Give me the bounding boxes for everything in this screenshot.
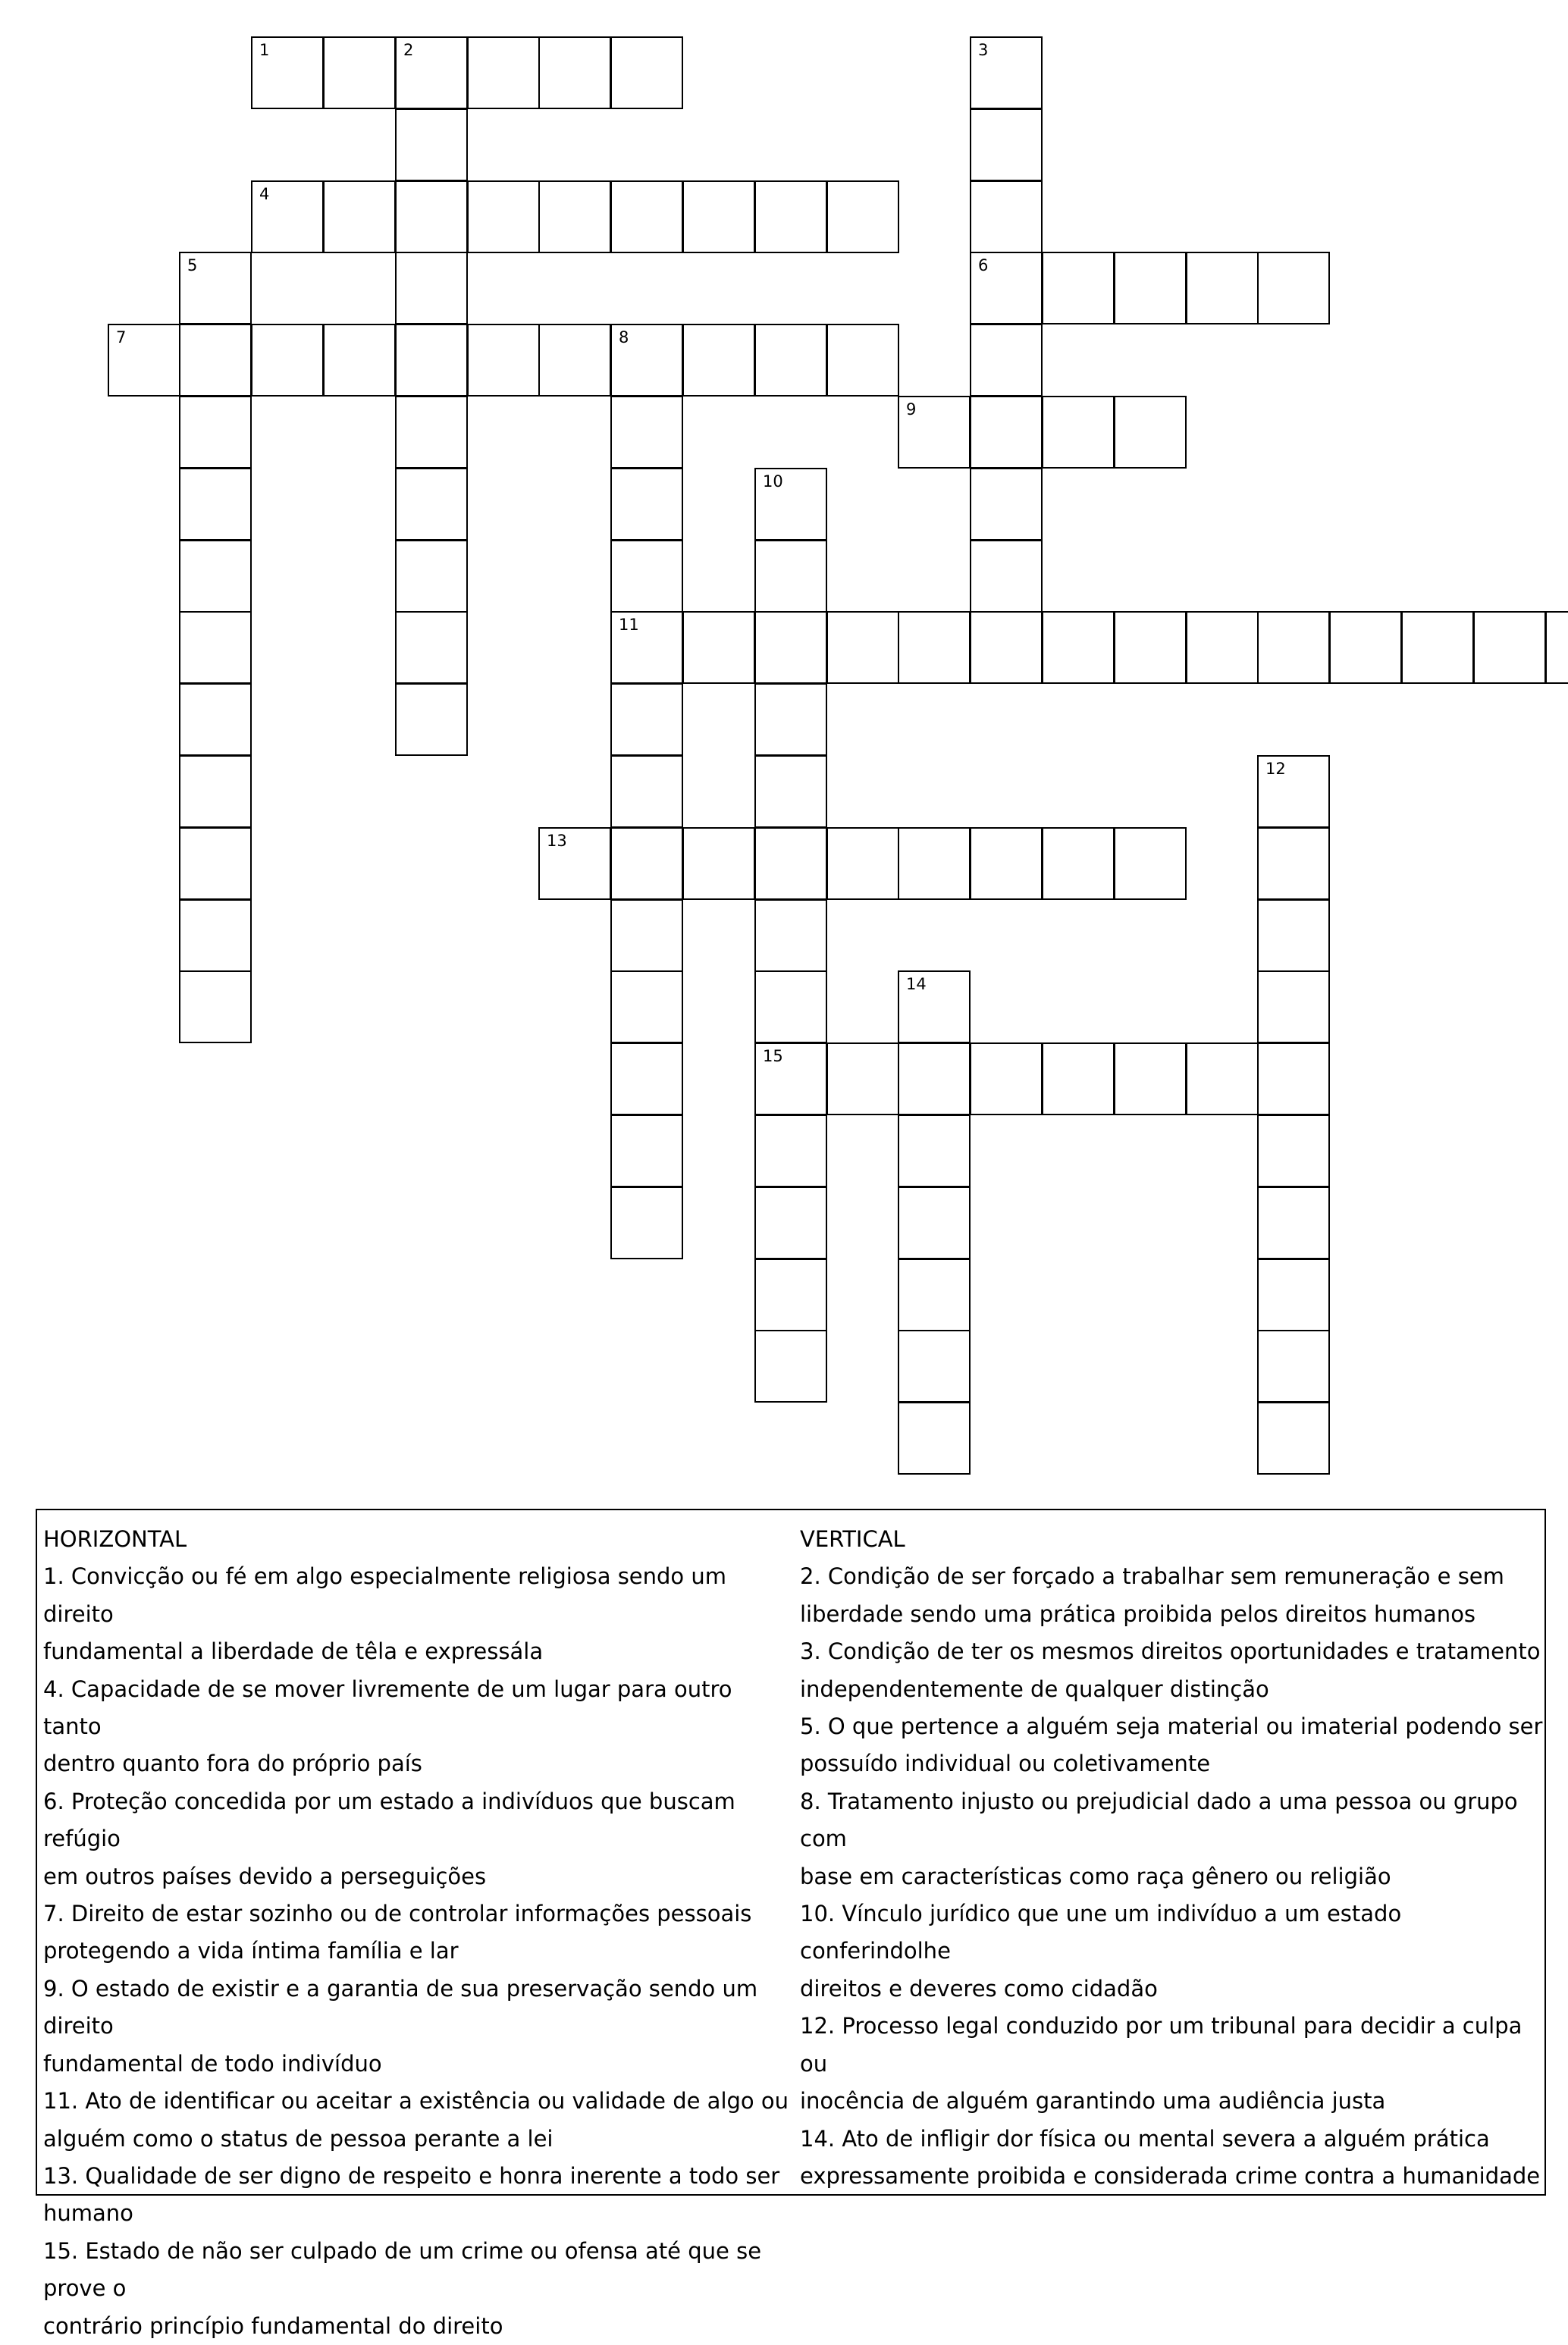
grid-cell[interactable] [610,827,683,900]
grid-cell[interactable] [898,1187,971,1259]
grid-cell[interactable] [1257,1115,1330,1187]
grid-cell[interactable] [395,468,468,541]
grid-cell[interactable] [610,970,683,1043]
grid-cell[interactable] [610,180,683,253]
grid-cell[interactable] [538,324,611,397]
grid-cell[interactable] [610,396,683,469]
grid-cell[interactable] [610,755,683,828]
grid-cell[interactable] [610,468,683,541]
grid-cell[interactable] [970,396,1043,469]
clue-line: independentemente de qualquer distinção [800,1676,1269,1702]
grid-cell[interactable] [538,827,611,900]
grid-cell[interactable] [970,540,1043,613]
grid-cell[interactable] [395,252,468,324]
grid-cell[interactable] [1257,899,1330,972]
grid-cell[interactable] [610,324,683,397]
grid-cell[interactable] [898,1259,971,1331]
grid-cell[interactable] [610,36,683,109]
grid-cell[interactable] [826,611,899,684]
grid-cell[interactable] [682,611,755,684]
clue-number: 10 [763,472,783,491]
grid-cell[interactable] [1042,827,1115,900]
grid-cell[interactable] [610,1187,683,1259]
grid-cell[interactable] [1257,827,1330,900]
grid-cell[interactable] [826,324,899,397]
grid-cell[interactable] [754,611,827,684]
grid-cell[interactable] [610,611,683,684]
horizontal-title: HORIZONTAL [43,1526,187,1552]
grid-cell[interactable] [970,827,1043,900]
grid-cell[interactable] [1042,611,1115,684]
grid-cell[interactable] [179,899,252,972]
grid-cell[interactable] [179,683,252,756]
clue-line: fundamental a liberdade de têla e expressála [43,1638,544,1665]
grid-cell[interactable] [898,970,971,1043]
grid-cell[interactable] [1186,252,1259,324]
clue-line: 8. Tratamento injusto ou prejudicial dado a uma pessoa ou grupo com [800,1788,1518,1852]
grid-cell[interactable] [970,252,1043,324]
clue-line: 5. O que pertence a alguém seja material ou imaterial podendo ser [800,1713,1543,1740]
grid-cell[interactable] [754,827,827,900]
grid-cell[interactable] [754,970,827,1043]
grid-cell[interactable] [1257,755,1330,828]
grid-cell[interactable] [179,252,252,324]
clue-number: 2 [403,41,414,59]
grid-cell[interactable] [395,683,468,756]
grid-cell[interactable] [898,1402,971,1475]
grid-cell[interactable] [610,1042,683,1115]
clue-number: 15 [763,1047,783,1065]
grid-cell[interactable] [754,468,827,541]
grid-cell[interactable] [682,180,755,253]
clue-number: 12 [1265,760,1286,778]
grid-cell[interactable] [826,827,899,900]
grid-cell[interactable] [538,36,611,109]
grid-cell[interactable] [395,108,468,181]
grid-cell[interactable] [179,540,252,613]
grid-cell[interactable] [898,827,971,900]
grid-cell[interactable] [1186,1042,1259,1115]
grid-cell[interactable] [179,755,252,828]
clue-line: 10. Vínculo jurídico que une um indivíduo a um estado conferindolhe [800,1901,1402,1964]
grid-cell[interactable] [754,1042,827,1115]
clue-number: 9 [906,400,917,419]
grid-cell[interactable] [395,540,468,613]
grid-cell[interactable] [1114,396,1187,469]
grid-cell[interactable] [610,683,683,756]
clue-line: 7. Direito de estar sozinho ou de controlar informações pessoais [43,1901,752,1927]
grid-cell[interactable] [1186,611,1259,684]
grid-cell[interactable] [251,36,324,109]
grid-cell[interactable] [467,324,540,397]
grid-cell[interactable] [898,1330,971,1403]
clue-number: 3 [978,41,989,59]
vertical-title: VERTICAL [800,1526,905,1552]
grid-cell[interactable] [754,180,827,253]
grid-cell[interactable] [323,324,396,397]
grid-cell[interactable] [754,1259,827,1331]
clue-number: 7 [116,328,127,346]
grid-cell[interactable] [1329,611,1402,684]
grid-cell[interactable] [682,827,755,900]
grid-cell[interactable] [323,36,396,109]
clue-line: inocência de alguém garantindo uma audiência justa [800,2088,1386,2115]
grid-cell[interactable] [395,180,468,253]
grid-cell[interactable] [1401,611,1474,684]
grid-cell[interactable] [754,1115,827,1187]
clue-line: 15. Estado de não ser culpado de um crime ou ofensa até que se prove o [43,2237,762,2302]
clue-number: 5 [187,256,198,274]
clue-number: 1 [259,41,270,59]
grid-cell[interactable] [970,611,1043,684]
clue-line: expressamente proibida e considerada crime contra a humanidade [800,2162,1541,2189]
grid-cell[interactable] [610,1115,683,1187]
grid-cell[interactable] [1257,252,1330,324]
grid-cell[interactable] [467,180,540,253]
clue-number: 8 [619,328,629,346]
grid-cell[interactable] [754,540,827,613]
grid-cell[interactable] [898,1042,971,1115]
grid-cell[interactable] [395,324,468,397]
grid-cell[interactable] [1545,611,1568,684]
clue-line: 9. O estado de existir e a garantia de sua preservação sendo um direito [43,1975,758,2039]
grid-cell[interactable] [1114,252,1187,324]
grid-cell[interactable] [1114,1042,1187,1115]
grid-cell[interactable] [754,683,827,756]
grid-cell[interactable] [754,755,827,828]
clue-line: 14. Ato de infligir dor física ou mental severa a alguém prática [800,2125,1490,2152]
grid-cell[interactable] [1257,1042,1330,1115]
clue-number: 4 [259,185,270,203]
grid-cell[interactable] [970,108,1043,181]
grid-cell[interactable] [1257,611,1330,684]
grid-cell[interactable] [395,611,468,684]
clue-line: direitos e deveres como cidadão [800,1975,1158,2002]
clue-line: humano [43,2200,133,2227]
grid-cell[interactable] [970,36,1043,109]
clue-line: 13. Qualidade de ser digno de respeito e honra inerente a todo ser [43,2162,780,2189]
grid-cell[interactable] [682,324,755,397]
grid-cell[interactable] [754,899,827,972]
clue-line: alguém como o status de pessoa perante a lei [43,2125,554,2152]
clue-line: 11. Ato de identificar ou aceitar a existência ou validade de algo ou [43,2088,789,2115]
clue-line: possuído individual ou coletivamente [800,1751,1211,1777]
grid-cell[interactable] [970,324,1043,397]
clue-line: fundamental de todo indivíduo [43,2050,382,2077]
grid-cell[interactable] [251,324,324,397]
grid-cell[interactable] [1114,827,1187,900]
grid-cell[interactable] [1257,1330,1330,1403]
grid-cell[interactable] [395,396,468,469]
grid-cell[interactable] [467,36,540,109]
grid-cell[interactable] [898,1115,971,1187]
grid-cell[interactable] [323,180,396,253]
grid-cell[interactable] [1257,1259,1330,1331]
clue-line: contrário princípio fundamental do direito [43,2312,503,2339]
clue-line: base em características como raça gênero ou religião [800,1863,1391,1889]
clue-number: 11 [619,616,639,634]
grid-cell[interactable] [970,180,1043,253]
clue-line: 6. Proteção concedida por um estado a indivíduos que buscam refúgio [43,1788,735,1852]
clue-line: 12. Processo legal conduzido por um tribunal para decidir a culpa ou [800,2013,1523,2077]
clue-line: liberdade sendo uma prática proibida pelos direitos humanos [800,1600,1476,1627]
clue-line: 4. Capacidade de se mover livremente de um lugar para outro tanto [43,1676,732,1740]
grid-cell[interactable] [179,324,252,397]
grid-cell[interactable] [826,1042,899,1115]
vertical-clues [800,1521,1543,2195]
grid-cell[interactable] [179,611,252,684]
grid-cell[interactable] [179,827,252,900]
grid-cell[interactable] [754,324,827,397]
grid-cell[interactable] [898,611,971,684]
grid-cell[interactable] [251,180,324,253]
grid-cell[interactable] [179,970,252,1043]
clue-line: 1. Convicção ou fé em algo especialmente religiosa sendo um direito [43,1563,727,1627]
clue-line: protegendo a vida íntima família e lar [43,1938,459,1964]
clues-box [36,1509,1546,2339]
grid-cell[interactable] [179,396,252,469]
grid-cell[interactable] [970,1042,1043,1115]
grid-cell[interactable] [1257,970,1330,1043]
grid-cell[interactable] [826,180,899,253]
grid-cell[interactable] [970,468,1043,541]
grid-cell[interactable] [610,899,683,972]
grid-cell[interactable] [754,1187,827,1259]
grid-cell[interactable] [1042,396,1115,469]
grid-cell[interactable] [179,468,252,541]
grid-cell[interactable] [1114,611,1187,684]
grid-cell[interactable] [1257,1187,1330,1259]
clue-number: 6 [978,256,989,274]
grid-cell[interactable] [108,324,180,397]
clue-line: dentro quanto fora do próprio país [43,1751,422,1777]
clue-line: 2. Condição de ser forçado a trabalhar sem remuneração e sem [800,1563,1504,1590]
horizontal-clues [43,1521,794,2345]
grid-cell[interactable] [898,396,971,469]
grid-cell[interactable] [395,36,468,109]
grid-cell[interactable] [538,180,611,253]
grid-cell[interactable] [1473,611,1546,684]
grid-cell[interactable] [1042,1042,1115,1115]
clue-line: 3. Condição de ter os mesmos direitos oportunidades e tratamento [800,1638,1541,1665]
grid-cell[interactable] [754,1330,827,1403]
clue-line: em outros países devido a perseguições [43,1863,487,1889]
clue-number: 14 [906,975,927,993]
grid-cell[interactable] [610,540,683,613]
clue-number: 13 [547,832,567,850]
grid-cell[interactable] [1257,1402,1330,1475]
grid-cell[interactable] [1042,252,1115,324]
